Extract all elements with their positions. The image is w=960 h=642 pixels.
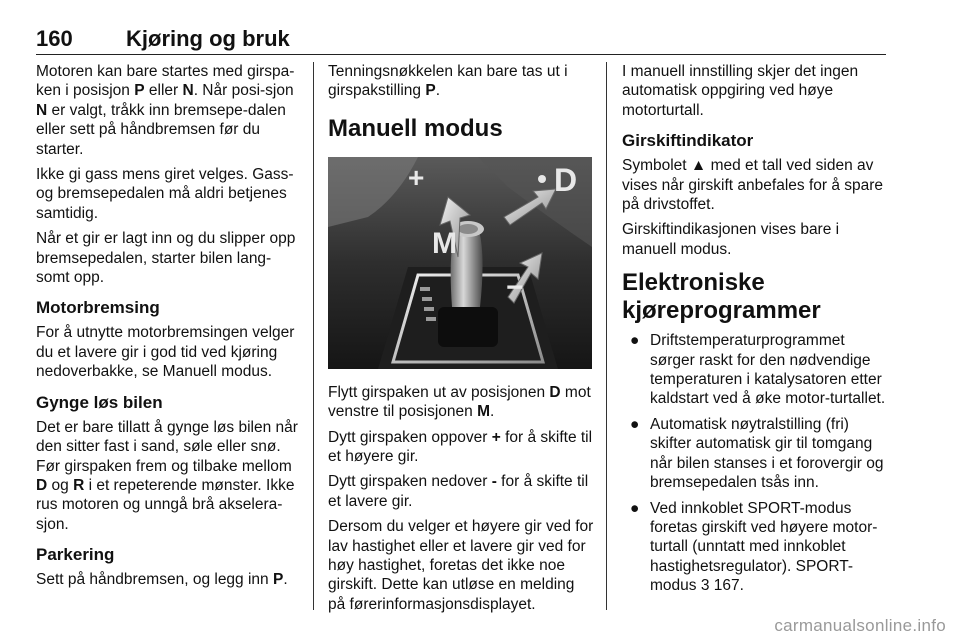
bullet-icon: ● <box>630 499 640 517</box>
heading-gynge: Gynge løs bilen <box>36 392 163 412</box>
figure-label-minus: − <box>506 270 524 304</box>
paragraph-parkering: Sett på håndbremsen, og legg inn P. <box>36 571 288 589</box>
paragraph-motorbremsing: For å utnytte motorbremsingen velger du et lavere gir i god tid ved kjøring nedoverbakke, se Manuell modus. <box>36 324 295 381</box>
list-item: ● Driftstemperaturprogrammet sørger raskt for den nødvendige temperaturen i katalysatoren etter kaldstart ved å øke motor-turtallet. <box>630 332 886 408</box>
paragraph-move-to-m: Flytt girspaken ut av posisjonen D mot venstre til posisjonen M. <box>328 383 591 421</box>
page-title: Kjøring og bruk <box>126 26 290 51</box>
paragraph-no-auto-upshift: I manuell innstilling skjer det ingen automatisk oppgiring ved høye motorturtall. <box>622 63 859 119</box>
heading-elektroniske: Elektroniske kjøreprogrammer <box>622 269 821 325</box>
figure-label-plus: + <box>408 161 425 193</box>
paragraph-shift-down: Dytt girspaken nedover - for å skifte til et lavere gir. <box>328 473 589 510</box>
paragraph-shift-up: Dytt girspaken oppover + for å skifte til et høyere gir. <box>328 428 593 466</box>
column-divider-1 <box>313 62 314 610</box>
column-3 <box>622 62 888 602</box>
paragraph-creep: Når et gir er lagt inn og du slipper opp bremsepedalen, starter bilen lang-somt opp. <box>36 230 296 287</box>
heading-girskiftindikator: Girskiftindikator <box>622 131 754 151</box>
heading-manuell-modus: Manuell modus <box>328 114 503 142</box>
paragraph-indicator-manual: Girskiftindikasjonen vises bare i manuell modus. <box>622 221 840 258</box>
paragraph-gynge: Det er bare tillatt å gynge løs bilen når den sitter fast i sand, søle eller snø. Før girspaken frem og tilbake mellom D og R i et repeterende mønster. Ikke rus motoren og unngå brå akselera-sjon. <box>36 418 298 533</box>
column-1 <box>36 62 298 596</box>
heading-parkering: Parkering <box>36 545 115 565</box>
gear-lever-illustration <box>328 157 592 369</box>
column-2 <box>328 62 594 620</box>
page-reference-link[interactable]: 3 167. <box>700 577 744 595</box>
page-header <box>36 24 886 55</box>
list-item: ● Ved innkoblet SPORT-modus foretas girskift ved høyere motor-turtall (unntatt med innkoblet hastighetsregulator). SPORT-modus 3 167. <box>630 499 878 595</box>
paragraph-key-removal: Tenningsnøkkelen kan bare tas ut i girspakstilling P. <box>328 63 568 100</box>
figure-label-d: D <box>554 161 578 198</box>
page-number: 160 <box>36 26 73 51</box>
watermark: carmanualsonline.info <box>774 616 946 635</box>
bullet-icon: ● <box>630 332 640 350</box>
program-list <box>622 331 888 595</box>
list-item: ● Automatisk nøytralstilling (fri) skifter automatisk gir til tomgang når bilen stanses i et forovergir og bremsepedalen tsås inn. <box>630 415 884 492</box>
column-divider-2 <box>606 62 607 610</box>
paragraph-start-conditions: Motoren kan bare startes med girspa-ken i posisjon P eller N. Når posi-sjon N er valgt, tråkk inn bremsepe-dalen eller sett på håndbremsen før du starter. <box>36 63 295 158</box>
heading-motorbremsing: Motorbremsing <box>36 298 160 318</box>
paragraph-indicator-symbol: Symbolet ▲ med et tall ved siden av vises når girskift anbefales for å spare på drivstoffet. <box>622 157 884 214</box>
bullet-icon: ● <box>630 415 640 433</box>
paragraph-no-gas: Ikke gi gass mens giret velges. Gass- og bremsepedalen må aldri betjenes samtidig. <box>36 166 294 222</box>
figure-label-m: M <box>432 226 457 260</box>
paragraph-no-shift: Dersom du velger et høyere gir ved for lav hastighet eller et lavere gir ved for høy hastighet, foretas det ikke noe girskift. Dette kan utløse en melding på førerinformasjonsdisplayet. <box>328 518 594 613</box>
